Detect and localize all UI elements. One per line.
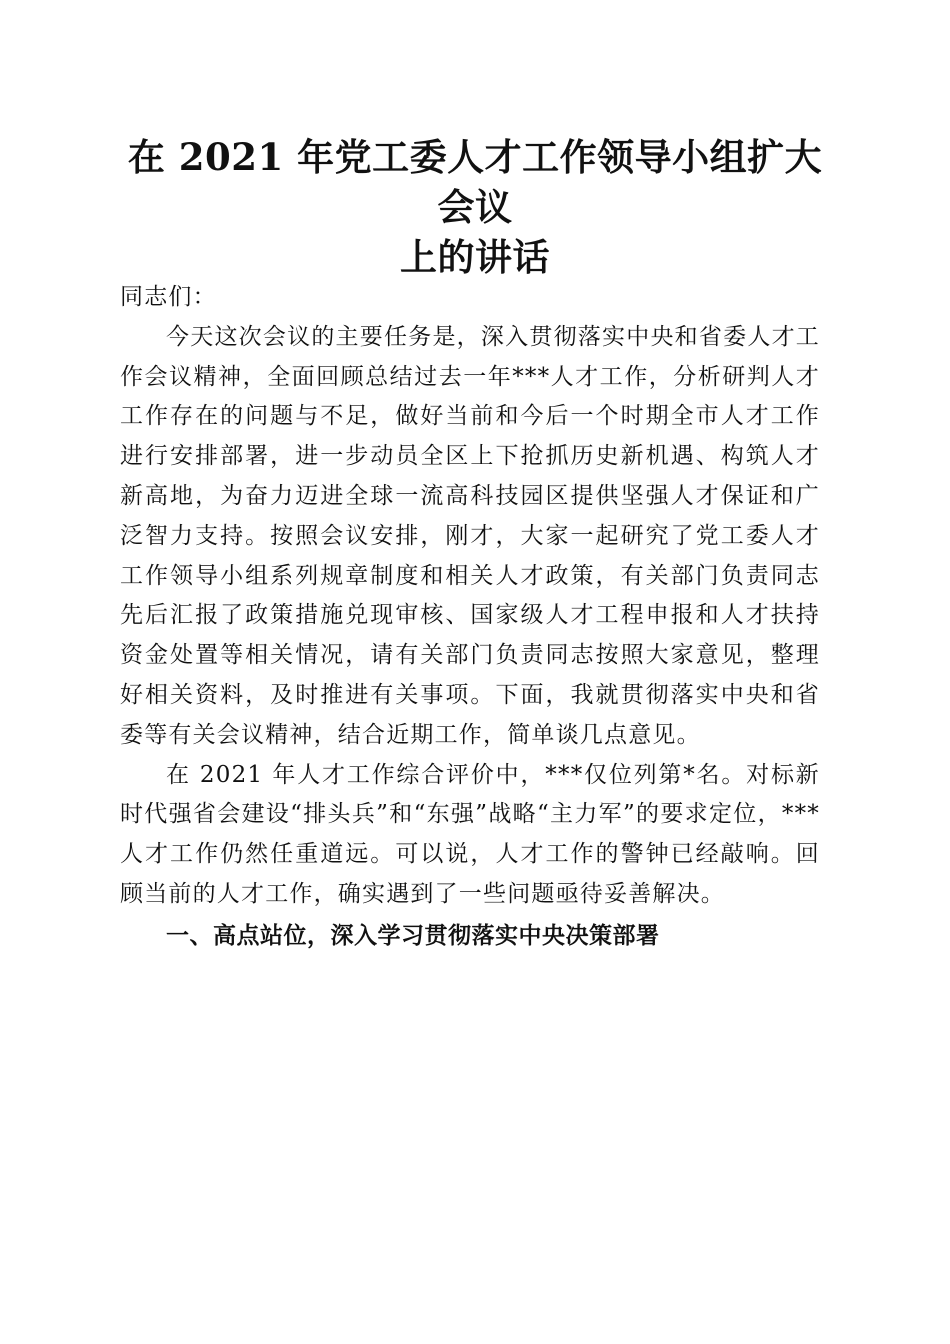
document-body (120, 278, 820, 957)
title-line-1: 在 2021 年党工委人才工作领导小组扩大会议 (127, 135, 823, 229)
section-heading-1: 一、高点站位，深入学习贯彻落实中央决策部署 (166, 922, 660, 949)
paragraph-1: 今天这次会议的主要任务是，深入贯彻落实中央和省委人才工作会议精神，全面回顾总结过去一年***人才工作，分析研判人才工作存在的问题与不足，做好当前和今后一个时期全市人才工作进行安排部署，进一步动员全区上下抢抓历史新机遇、构筑人才新高地，为奋力迈进全球一流高科技园区提供坚强人才保证和广泛智力支持。按照会议安排，刚才，大家一起研究了党工委人才工作领导小组系列规章制度和相关人才政策，有关部门负责同志先后汇报了政策措施兑现审核、国家级人才工程申报和人才扶持资金处置等相关情况，请有关部门负责同志按照大家意见，整理好相关资料，及时推进有关事项。下面，我就贯彻落实中央和省委等有关会议精神，结合近期工作，简单谈几点意见。 (120, 323, 820, 748)
paragraph-2: 在 2021 年人才工作综合评价中，***仅位列第*名。对标新时代强省会建设“排头兵”和“东强”战略“主力军”的要求定位，***人才工作仍然任重道远。可以说，人才工作的警钟已经敲响。回顾当前的人才工作，确实遇到了一些问题亟待妥善解决。 (120, 761, 820, 907)
salutation: 同志们： (120, 284, 217, 310)
document-title (120, 132, 830, 282)
title-line-2: 上的讲话 (400, 235, 550, 279)
